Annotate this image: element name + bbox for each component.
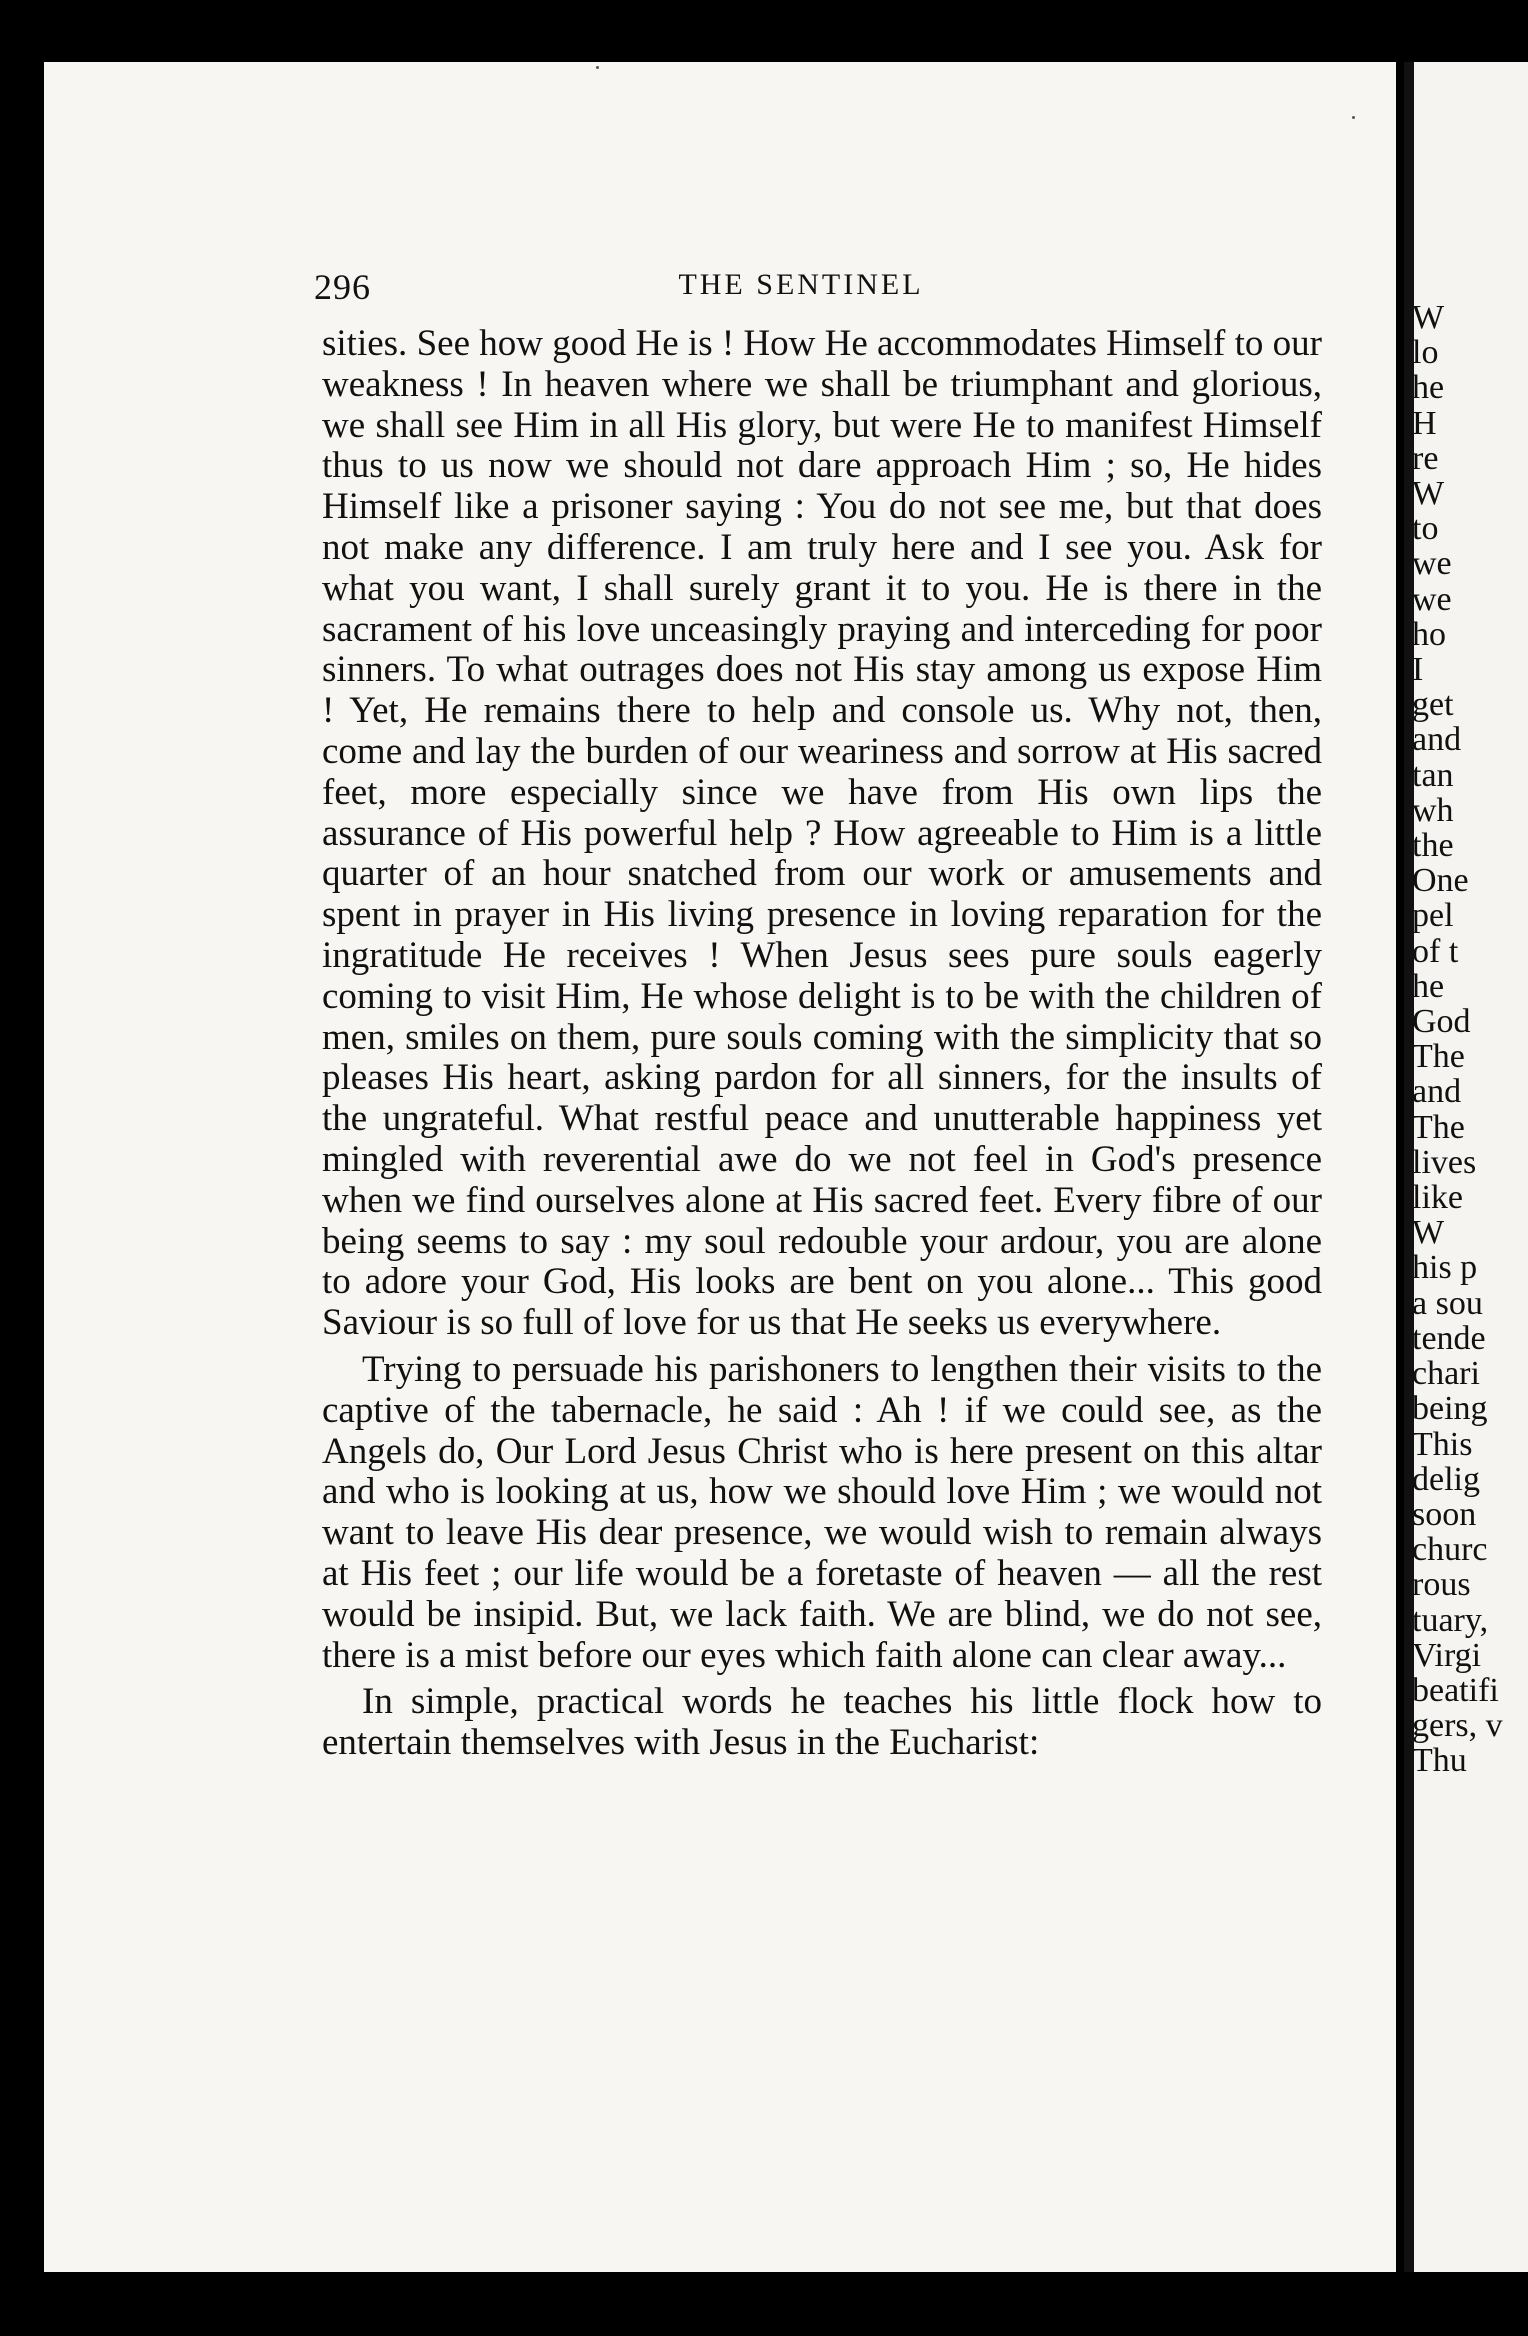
facing-page-fragment: One (1412, 862, 1469, 900)
facing-page-fragment: re (1412, 439, 1439, 477)
paragraph: sities. See how good He is ! How He accommodates Himself to our weakness ! In heaven where we shall be triumphant and glorious, we shall see Him in all His glory, but were He to manifest Himself thus to us now we should not dare approach Him ; so, He hides Himself like a prisoner saying : You do not see me, but that does not make any difference. I am truly here and I see you. Ask for what you want, I shall surely grant it to you. He is there in the sacrament of his love unceasingly praying and interceding for poor sinners. To what outrages does not His stay among us expose Him ! Yet, He remains there to help and console us. Why not, then, come and lay the burden of our weariness and sorrow at His sacred feet, more especially since we have from His own lips the assurance of His powerful help ? How agreeable to Him is a little quarter of an hour snatched from our work or amusements and spent in prayer in His living presence in loving reparation for the ingratitude He receives ! When Jesus sees pure souls eagerly coming to visit Him, He whose delight is to be with the children of men, smiles on them, pure souls coming with the simplicity that so pleases His heart, asking pardon for all sinners, for the insults of the ungrateful. What restful peace and unutterable happiness yet mingled with reverential awe do we not feel in God's presence when we find ourselves alone at His sacred feet. Every fibre of our being seems to say : my soul redouble your ardour, you are alone to adore your God, His looks are bent on you alone... This good Saviour is so full of love for us that He seeks us everywhere. (322, 323, 1322, 1344)
facing-page-fragment: tan (1412, 756, 1454, 794)
facing-page-fragment: wh (1412, 791, 1454, 829)
facing-page-fragment: pel (1412, 897, 1454, 935)
facing-page-fragment: W (1412, 475, 1445, 513)
facing-page-fragment: God (1412, 1003, 1471, 1041)
paragraph: Trying to persuade his parishoners to lengthen their visits to the captive of the tabernacle, he said : Ah ! if we could see, as the Angels do, Our Lord Jesus Christ who is here present on this altar and who is looking at us, how we should love Him ; we would not want to leave His dear presence, we would wish to remain always at His feet ; our life would be a foretaste of heaven — all the rest would be insipid. But, we lack faith. We are blind, we do not see, there is a mist before our eyes which faith alone can clear away... (322, 1348, 1322, 1676)
facing-page-fragment: we (1412, 580, 1452, 618)
facing-page-fragment: he (1412, 967, 1445, 1005)
facing-page-fragment: W (1412, 1214, 1445, 1252)
facing-page-fragment: churc (1412, 1531, 1488, 1569)
running-title: THE SENTINEL (678, 268, 924, 301)
facing-page-fragment: the (1412, 827, 1454, 865)
facing-page-fragment: The (1412, 1108, 1465, 1146)
facing-page-fragment: being (1412, 1390, 1488, 1428)
facing-page-fragment: and (1412, 1073, 1462, 1111)
facing-page-fragment: H (1412, 404, 1437, 442)
facing-page-fragment: tende (1412, 1319, 1486, 1357)
facing-page-fragment: The (1412, 1038, 1465, 1076)
facing-page-fragment: lo (1412, 334, 1439, 372)
facing-page-fragment: of t (1412, 932, 1459, 970)
page-header (276, 262, 1326, 312)
facing-page-fragment: his p (1412, 1249, 1478, 1287)
page-number: 296 (314, 267, 371, 307)
facing-page-fragment: W (1412, 300, 1445, 336)
facing-page-fragment: like (1412, 1179, 1463, 1217)
facing-page-fragment: gers, v (1412, 1707, 1503, 1745)
dust-speck (596, 66, 599, 69)
facing-page-fragment: delig (1412, 1460, 1480, 1498)
facing-page-fragment: beatifi (1412, 1671, 1499, 1709)
facing-page-fragment: lives (1412, 1143, 1477, 1181)
facing-page-fragment: he (1412, 369, 1445, 407)
body-text (322, 324, 1322, 1770)
facing-page-fragment: I (1412, 651, 1424, 689)
facing-page-fragment: to (1412, 510, 1439, 548)
facing-page-fragment: a sou (1412, 1284, 1483, 1322)
facing-page-fragment: Virgi (1412, 1636, 1482, 1674)
facing-page-fragment: rous (1412, 1566, 1471, 1604)
facing-page-fragment: soon (1412, 1495, 1477, 1533)
facing-page-fragment: This (1412, 1425, 1473, 1463)
facing-page-fragment: we (1412, 545, 1452, 583)
facing-page-fragment: get (1412, 686, 1454, 724)
paragraph: In simple, practical words he teaches his little flock how to entertain themselves with Jesus in the Eucharist: (322, 1681, 1322, 1764)
facing-page-text (1412, 300, 1528, 1779)
facing-page-fragment: ho (1412, 615, 1446, 653)
facing-page-fragment: tuary, (1412, 1601, 1489, 1639)
facing-page-fragment: chari (1412, 1355, 1480, 1393)
facing-page-fragment: and (1412, 721, 1462, 759)
facing-page-fragment: Thu (1412, 1742, 1467, 1779)
dust-speck (1352, 116, 1355, 119)
